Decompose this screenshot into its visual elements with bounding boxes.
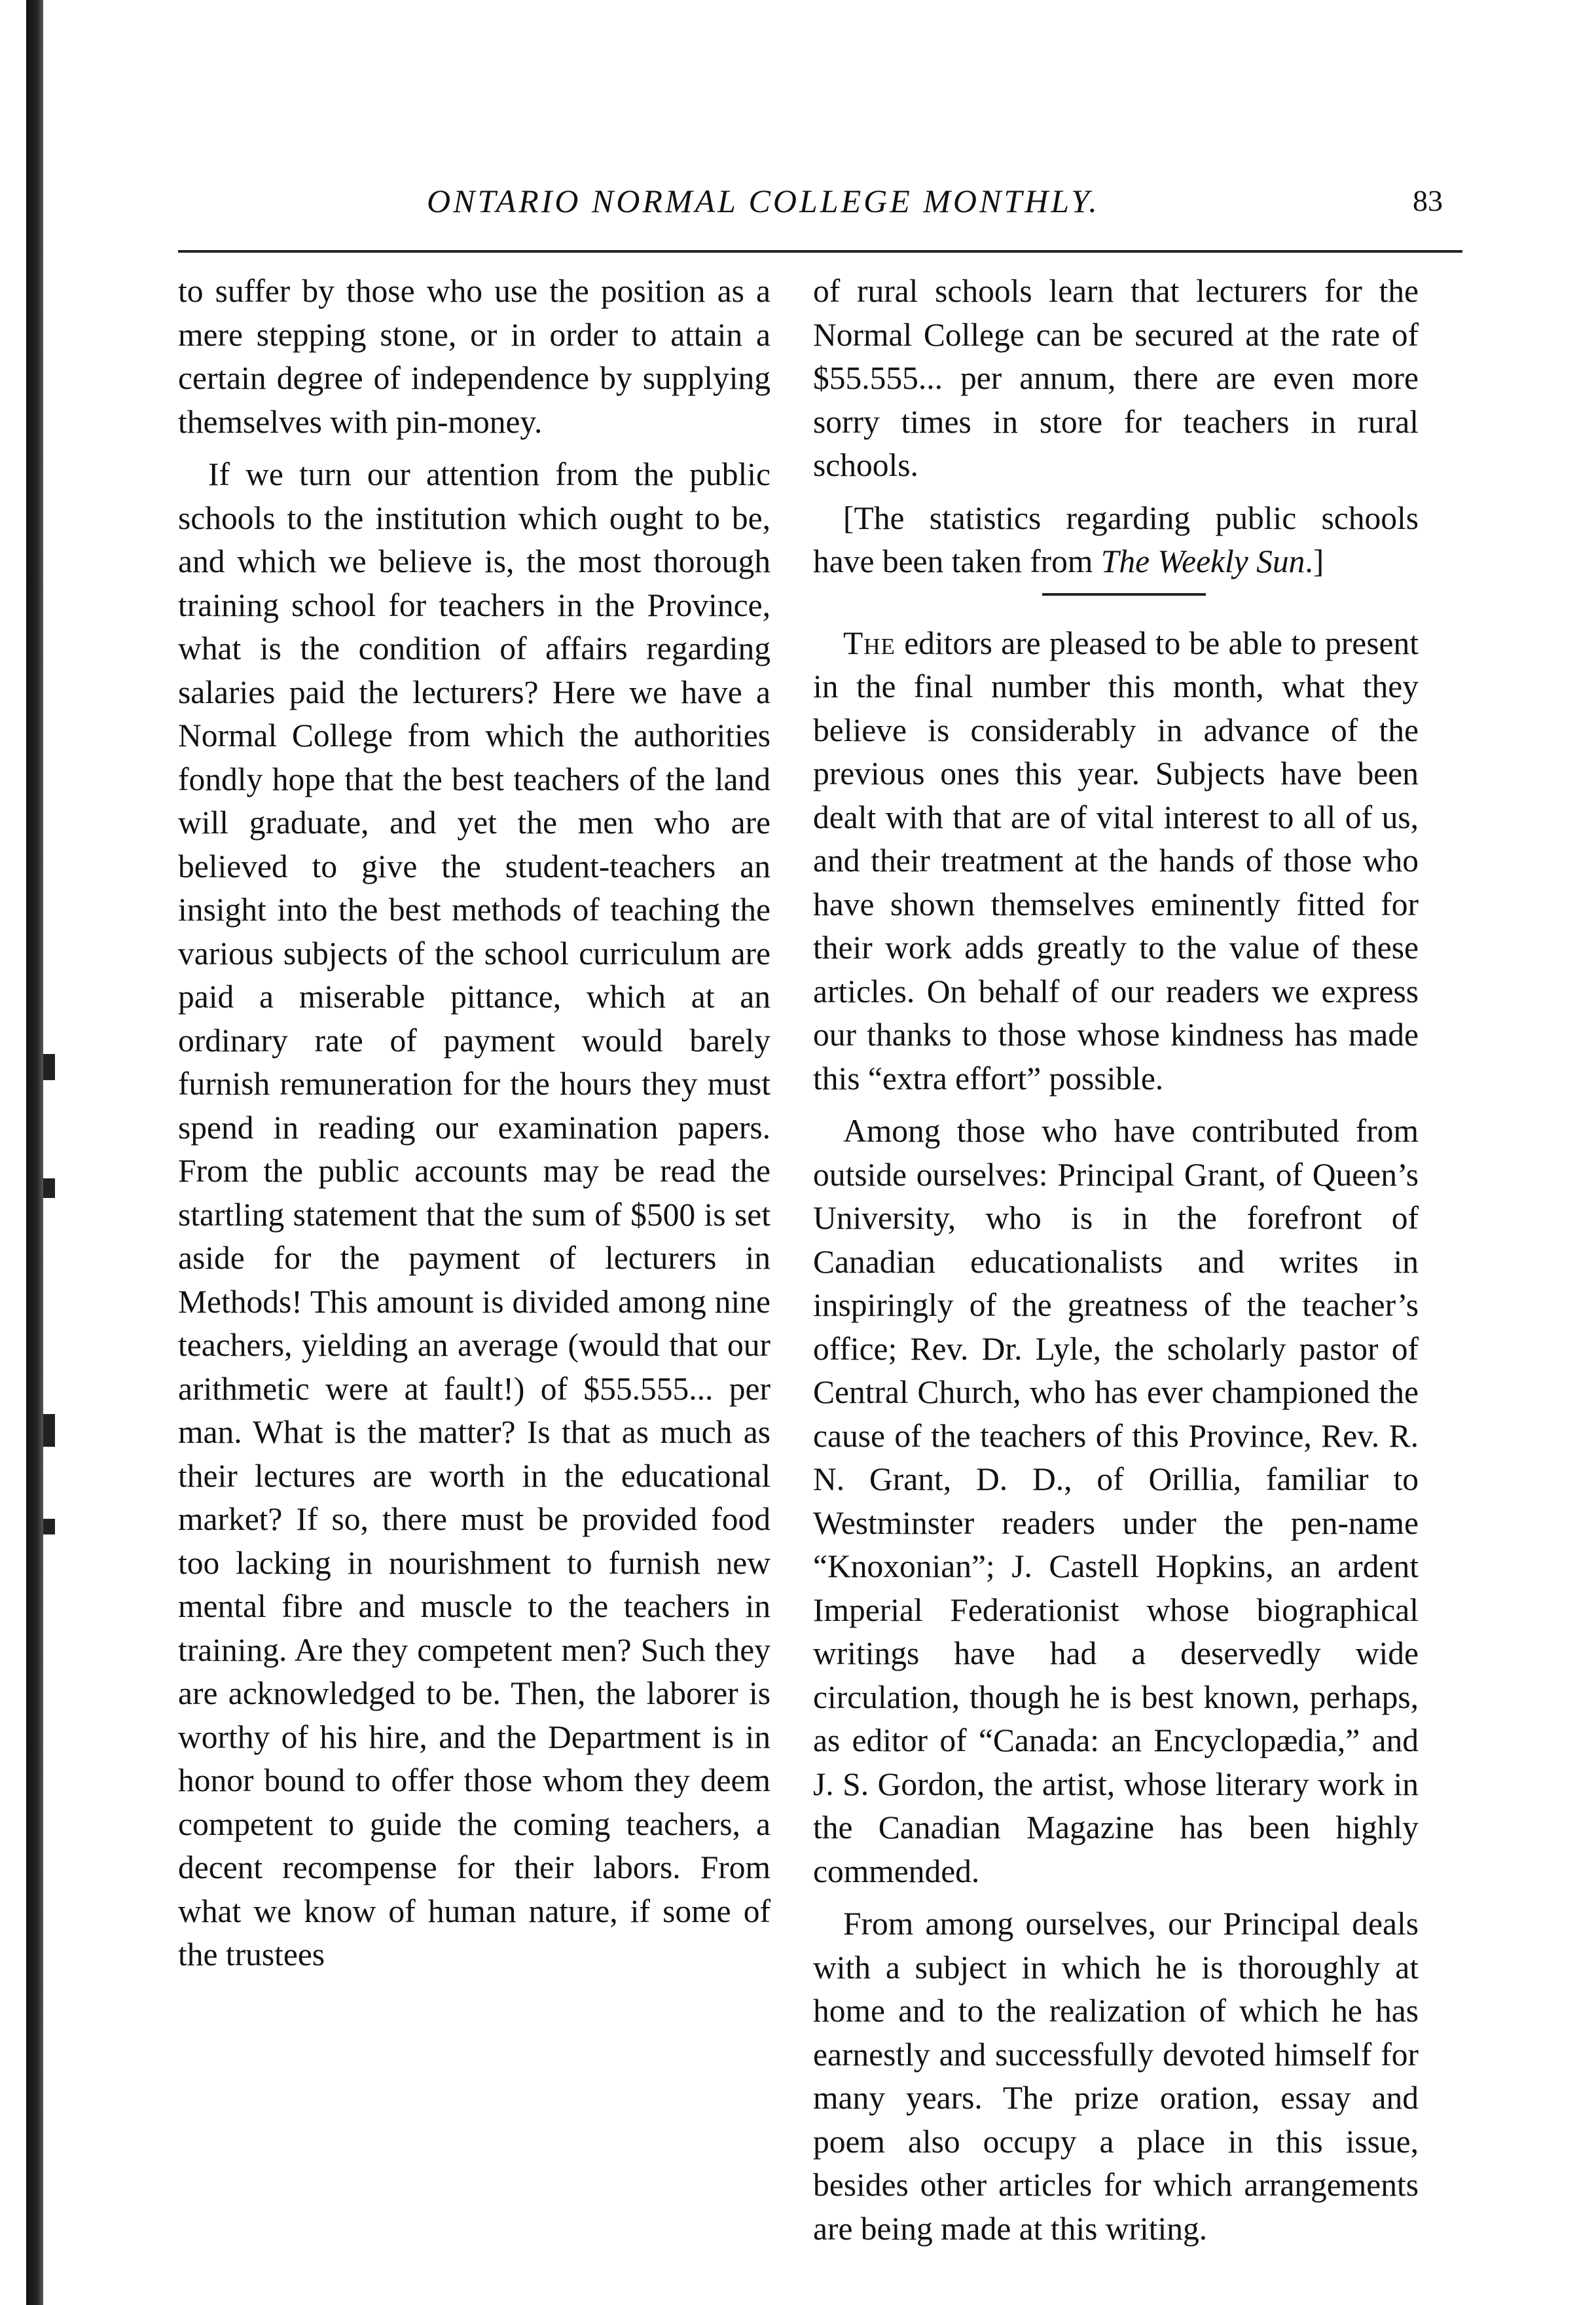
source-title: The Weekly Sun	[1100, 543, 1305, 579]
paragraph: to suffer by those who use the position as a mere stepping stone, or in order to attain a certain degree of independence by supplying themselves with pin-money.	[178, 273, 771, 440]
spine-mark	[43, 1054, 55, 1080]
page-header	[178, 182, 1462, 234]
spine-mark	[43, 1178, 55, 1198]
note-end: .]	[1305, 543, 1324, 579]
bracketed-note	[813, 497, 1419, 584]
paragraph: Among those who have contributed from outside ourselves: Principal Grant, of Queen’s University, who is in the forefront of Canadian educationalists and writes in inspiringly of the greatness of the teacher’s office; Rev. Dr. Lyle, the scholarly pastor of Central Church, who has ever championed the cause of the teachers of this Province, Rev. R. N. Grant, D. D., of Orillia, familiar to Westminster readers under the pen-name “Knoxonian”; J. Castell Hopkins, an ardent Imperial Federationist whose biographical writings have had a deservedly wide circulation, though he is best known, perhaps, as editor of “Canada: an Encyclopædia,” and J. S. Gordon, the artist, whose literary work in the Canadian Magazine has been highly commended.	[813, 1113, 1419, 1889]
paragraph: of rural schools learn that lecturers for the Normal College can be secured at the rate of $55.555... per annum, there are even more sorry times in store for teachers in rural schools.	[813, 273, 1419, 483]
running-head: ONTARIO NORMAL COLLEGE MONTHLY.	[427, 183, 1100, 219]
right-column	[813, 270, 1419, 2260]
section-divider	[1042, 593, 1206, 596]
header-rule	[178, 250, 1462, 253]
lead-word: The	[843, 625, 896, 661]
paragraph: If we turn our attention from the public schools to the institution which ought to be, and which we believe is, the most thorough training school for teachers in the Province, what is the condition of affairs regarding salaries paid the lecturers? Here we have a Normal College from which the authorities fondly hope that the best teachers of the land will graduate, and yet the men who are believed to give the student-teachers an insight into the best methods of teaching the various subjects of the school curriculum are paid a miserable pittance, which at an ordinary rate of payment would barely furnish remuneration for the hours they must spend in reading our examination papers. From the public accounts may be read the startling statement that the sum of $500 is set aside for the payment of lecturers in Methods! This amount is divided among nine teachers, yielding an average (would that our arithmetic were at fault!) of $55.555... per man. What is the matter? Is that as much as their lectures are worth in the educational market? If so, there must be provided food too lacking in nourishment to furnish new mental fibre and muscle to the teachers in training. Are they competent men? Such they are acknowledged to be. Then, the laborer is worthy of his hire, and the Department is in honor bound to offer those whom they deem competent to guide the coming teachers, a decent recompense for their labors. From what we know of human nature, if some of the trustees	[178, 456, 771, 1972]
note-text: [The statistics regarding public schools have been taken from	[813, 499, 1419, 579]
page-number: 83	[1413, 184, 1443, 217]
paragraph	[813, 622, 1419, 1101]
spine-mark	[43, 1519, 55, 1534]
paragraph: From among ourselves, our Principal deals with a subject in which he is thoroughly at home and to the realization of which he has earnestly and successfully devoted himself for many years. The prize oration, essay and poem also occupy a place in this issue, besides other articles for which arrangements are being made at this writing.	[813, 1906, 1419, 2247]
left-column	[178, 270, 771, 1986]
page-spine-shadow	[26, 0, 43, 2305]
paragraph-text: editors are pleased to be able to present in the final number this month, what they believe is considerably in advance of the previous ones this year. Subjects have been dealt with that are of vital interest to all of us, and their treatment at the hands of those who have shown themselves eminently fitted for their work adds greatly to the value of these articles. On behalf of our readers we express our thanks to those whose kindness has made this “extra effort” possible.	[813, 625, 1419, 1097]
spine-mark	[43, 1414, 55, 1447]
